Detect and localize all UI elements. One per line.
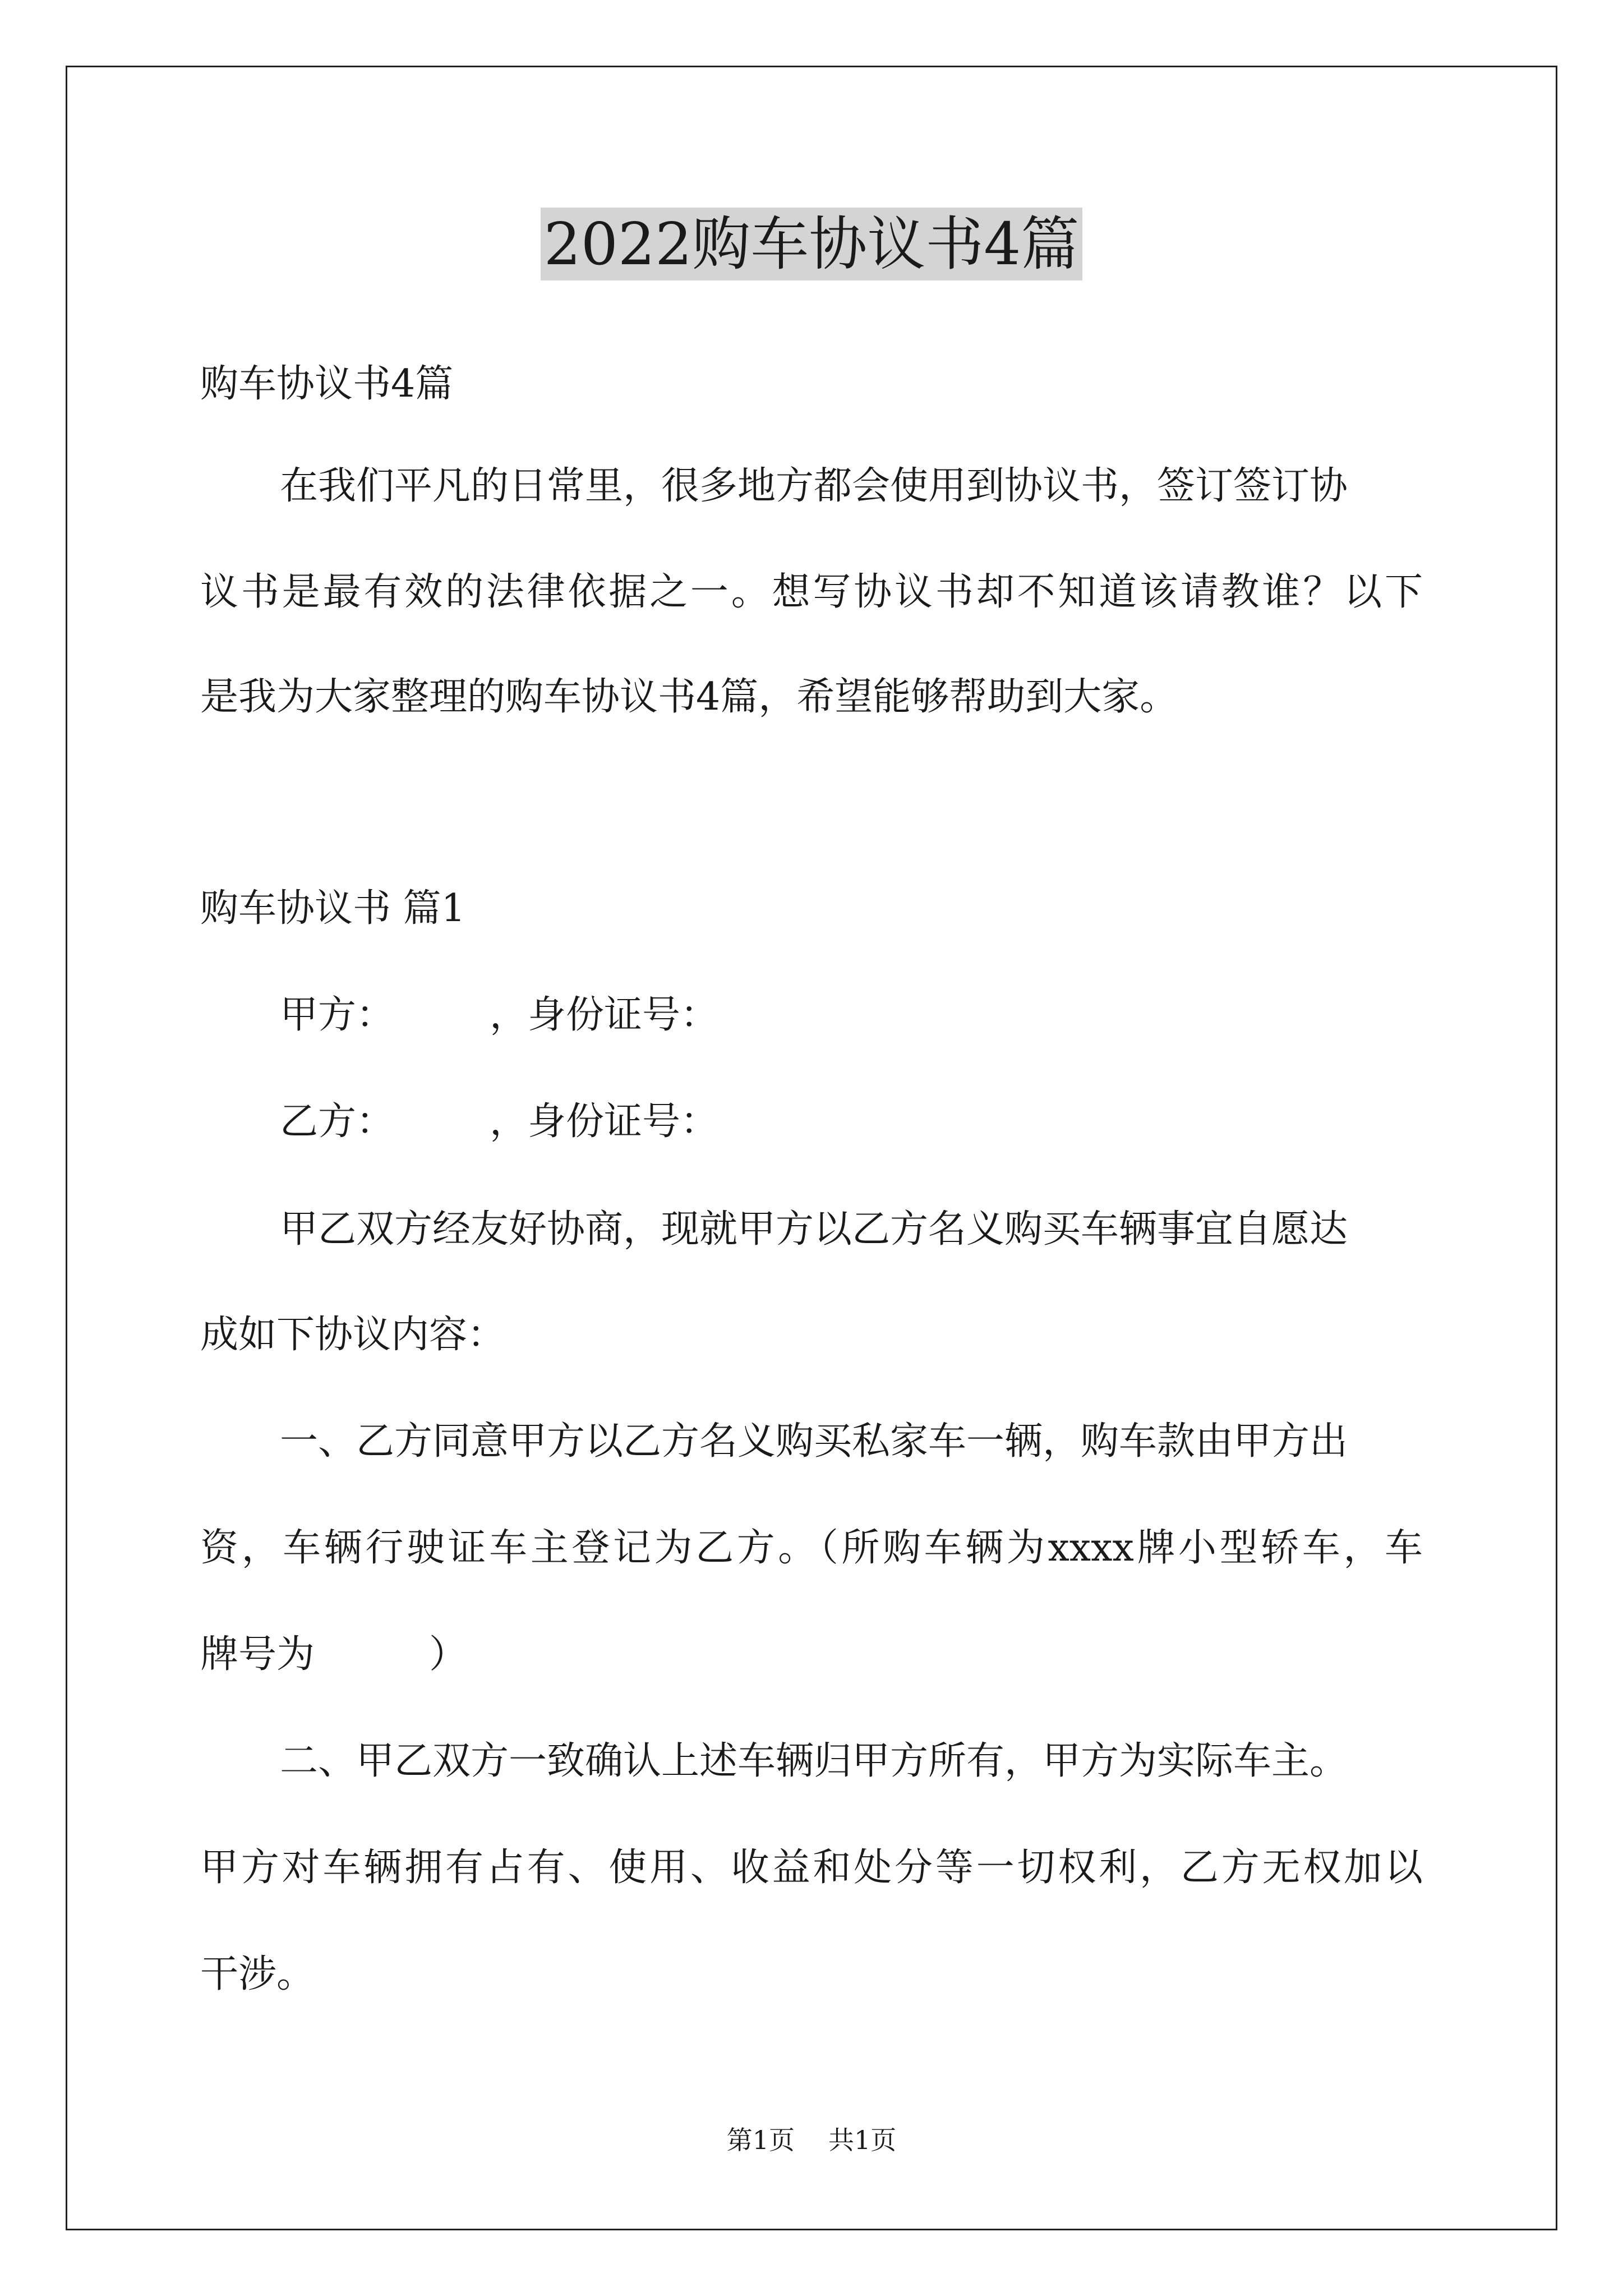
intro-line-1: 在我们平凡的日常里，很多地方都会使用到协议书，签订签订协 (280, 464, 1348, 508)
clause-intro-line-1: 甲乙双方经友好协商，现就甲方以乙方名义购买车辆事宜自愿达 (280, 1207, 1348, 1251)
clause-2-line-3: 干涉。 (200, 1952, 315, 1996)
page-footer (0, 2123, 1623, 2157)
clause-1-line-1: 一、乙方同意甲方以乙方名义购买私家车一辆，购车款由甲方出 (280, 1419, 1348, 1464)
clause-intro-line-2: 成如下协议内容： (200, 1313, 506, 1357)
document-title: 2022购车协议书4篇 (0, 208, 1623, 280)
intro-line-3: 是我为大家整理的购车协议书4篇，希望能够帮助到大家。 (200, 675, 1178, 719)
intro-line-2: 议书是最有效的法律依据之一。想写协议书却不知道该请教谁？以下 (200, 570, 1423, 614)
section-heading: 购车协议书 篇1 (200, 886, 465, 931)
clause-1-line-3: 牌号为 ） (200, 1632, 468, 1677)
clause-1-line-2: 资，车辆行驶证车主登记为乙方。（所购车辆为xxxx牌小型轿车，车 (200, 1526, 1423, 1570)
page-number: 第1页 (726, 2125, 795, 2155)
subtitle-line: 购车协议书4篇 (200, 362, 454, 406)
clause-2-line-1: 二、甲乙双方一致确认上述车辆归甲方所有，甲方为实际车主。 (280, 1739, 1348, 1783)
page-total: 共1页 (828, 2125, 897, 2155)
clause-2-line-2: 甲方对车辆拥有占有、使用、收益和处分等一切权利，乙方无权加以 (200, 1846, 1423, 1890)
party-a-line: 甲方： ，身份证号： (280, 993, 719, 1037)
party-b-line: 乙方： ，身份证号： (280, 1099, 719, 1144)
